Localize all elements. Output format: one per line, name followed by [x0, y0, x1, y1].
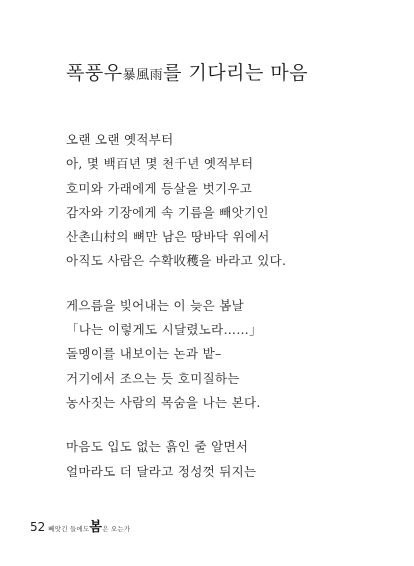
- poem-line: 얼마라도 더 달라고 정성껏 뒤지는: [66, 463, 257, 479]
- poem-line: 농사짓는 사람의 목숨을 나는 본다.: [66, 394, 261, 410]
- stanza-2: [66, 294, 386, 415]
- page-number: 52: [30, 520, 46, 534]
- poem-body: [66, 128, 386, 504]
- poem-title-main: 폭풍우: [66, 62, 123, 84]
- poem-line: 「나는 이렇게도 시달렸노라……」: [66, 322, 262, 338]
- page-footer: [30, 516, 130, 535]
- poem-title: [66, 58, 308, 85]
- book-title-prefix: 빼앗긴 들에도: [48, 525, 90, 533]
- poem-line: 돌멩이를 내보이는 논과 밭–: [66, 346, 222, 362]
- poem-line: 아직도 사람은 수확收穫을 바라고 있다.: [66, 253, 287, 269]
- poem-title-rest: 를 기다리는 마음: [163, 62, 309, 84]
- poem-line: 감자와 기장에게 속 기름을 빼앗기인: [66, 204, 269, 220]
- book-title-suffix: 은 오는가: [102, 525, 131, 533]
- poem-line: 호미와 가래에게 등살을 벗기우고: [66, 180, 253, 196]
- stanza-3: [66, 435, 386, 484]
- poem-title-hanja: 暴風雨: [122, 68, 164, 83]
- poem-line: 거기에서 조으는 듯 호미질하는: [66, 370, 240, 386]
- poem-line: 아, 몇 백百년 몇 천千년 옛적부터: [66, 156, 254, 172]
- poem-line: 게으름을 빚어내는 이 늦은 봄날: [66, 297, 244, 313]
- running-book-title: [48, 516, 130, 535]
- poem-line: 오랜 오랜 옛적부터: [66, 132, 174, 147]
- stanza-1: [66, 128, 386, 274]
- poem-line: 마음도 입도 없는 흙인 줄 알면서: [66, 439, 249, 455]
- poem-line: 산촌山村의 뼈만 남은 땅바닥 위에서: [66, 229, 270, 245]
- book-title-emphasis: 봄: [89, 520, 103, 535]
